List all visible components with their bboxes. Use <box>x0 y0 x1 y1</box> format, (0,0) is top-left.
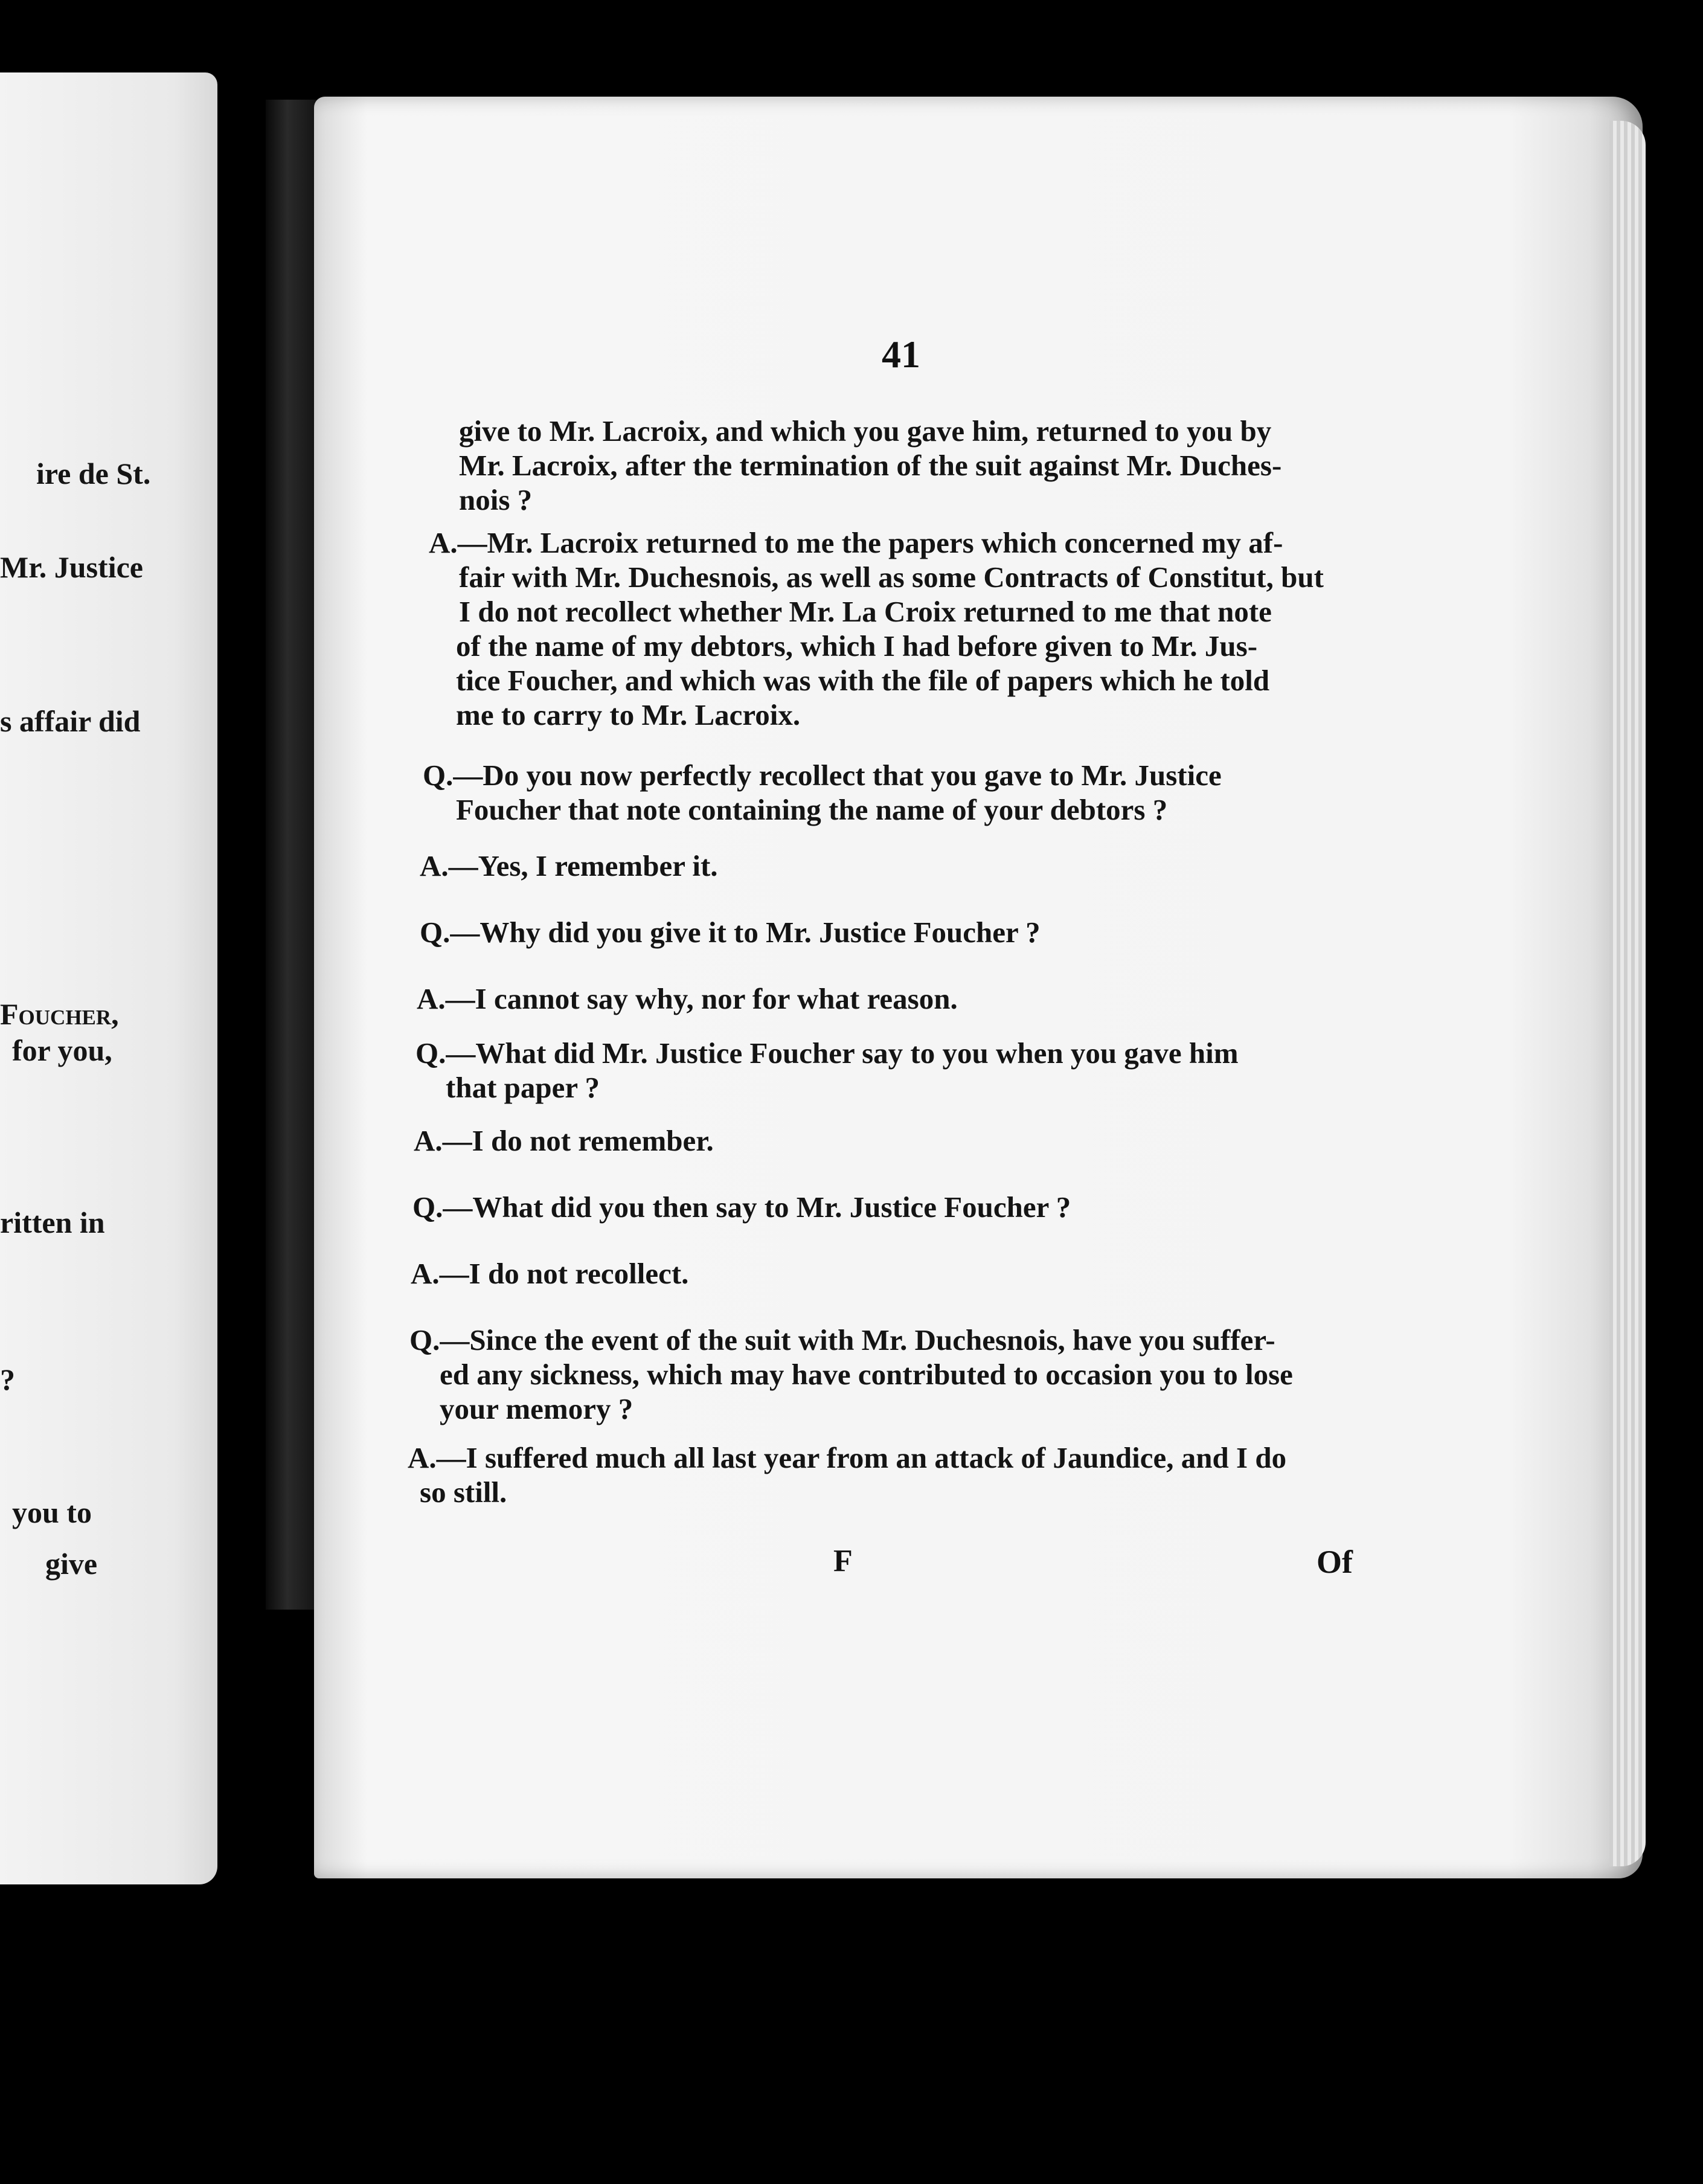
text-line: A.—I cannot say why, nor for what reason. <box>417 982 958 1015</box>
text-line: me to carry to Mr. Lacroix. <box>456 698 801 731</box>
text-line: fair with Mr. Duchesnois, as well as some Contracts of Constitut, but <box>459 560 1324 594</box>
text-line: A.—I suffered much all last year from an attack of Jaundice, and I do <box>408 1441 1287 1474</box>
page-number: 41 <box>882 333 920 376</box>
left-page-line: for you, <box>12 1033 112 1067</box>
answer-block <box>414 1123 714 1158</box>
left-page-line: ire de St. <box>36 457 151 490</box>
text-line: Q.—Do you now perfectly recollect that you gave to Mr. Justice <box>423 759 1222 792</box>
text-line: ed any sickness, which may have contributed to occasion you to lose <box>440 1358 1293 1391</box>
text-line: give to Mr. Lacroix, and which you gave him, returned to you by <box>459 414 1272 448</box>
left-page-line: Foucher, <box>0 997 119 1031</box>
text-line: A.—Yes, I remember it. <box>420 849 718 882</box>
text-line: Q.—What did Mr. Justice Foucher say to you when you gave him <box>415 1036 1239 1070</box>
left-page-line: ? <box>0 1363 15 1396</box>
question-block <box>415 1036 1239 1105</box>
text-line: A.—I do not recollect. <box>411 1257 689 1290</box>
text-line: so still. <box>420 1476 507 1509</box>
text-line: A.—Mr. Lacroix returned to me the papers which concerned my af- <box>429 526 1283 559</box>
text-line: of the name of my debtors, which I had before given to Mr. Jus- <box>456 629 1258 663</box>
text-line: Foucher that note containing the name of your debtors ? <box>456 793 1168 826</box>
page-edge <box>1609 121 1646 1866</box>
question-block <box>412 1190 1071 1224</box>
text-line: your memory ? <box>440 1392 633 1425</box>
text-line: A.—I do not remember. <box>414 1124 714 1157</box>
answer-block <box>417 981 958 1016</box>
signature-mark: F <box>833 1544 853 1578</box>
left-page-line: Mr. Justice <box>0 550 143 584</box>
text-line: I do not recollect whether Mr. La Croix returned to me that note <box>459 595 1272 628</box>
answer-block <box>420 849 718 883</box>
text-line: that paper ? <box>446 1071 600 1104</box>
answer-block <box>411 1256 688 1291</box>
question-block <box>420 915 1041 949</box>
answer-block <box>408 1440 1286 1509</box>
text-line: Mr. Lacroix, after the termination of the suit against Mr. Duches- <box>459 449 1282 482</box>
left-page-line: give <box>45 1547 98 1581</box>
text-line: Q.—What did you then say to Mr. Justice Foucher ? <box>412 1190 1071 1224</box>
text-line: nois ? <box>459 483 533 516</box>
question-block <box>409 1323 1293 1426</box>
book-gutter <box>266 100 320 1610</box>
text-line: Q.—Since the event of the suit with Mr. Duchesnois, have you suffer- <box>409 1323 1275 1357</box>
text-line: tice Foucher, and which was with the file of papers which he told <box>456 664 1270 697</box>
catchword: Of <box>1317 1544 1353 1580</box>
left-page-line: you to <box>12 1495 92 1529</box>
left-page-line: ritten in <box>0 1206 105 1239</box>
question-block <box>423 758 1222 827</box>
left-facing-page <box>0 72 217 1884</box>
left-page-line: s affair did <box>0 704 141 738</box>
answer-block <box>429 525 1324 732</box>
text-line: Q.—Why did you give it to Mr. Justice Foucher ? <box>420 916 1041 949</box>
text-block-continuation <box>459 414 1281 517</box>
